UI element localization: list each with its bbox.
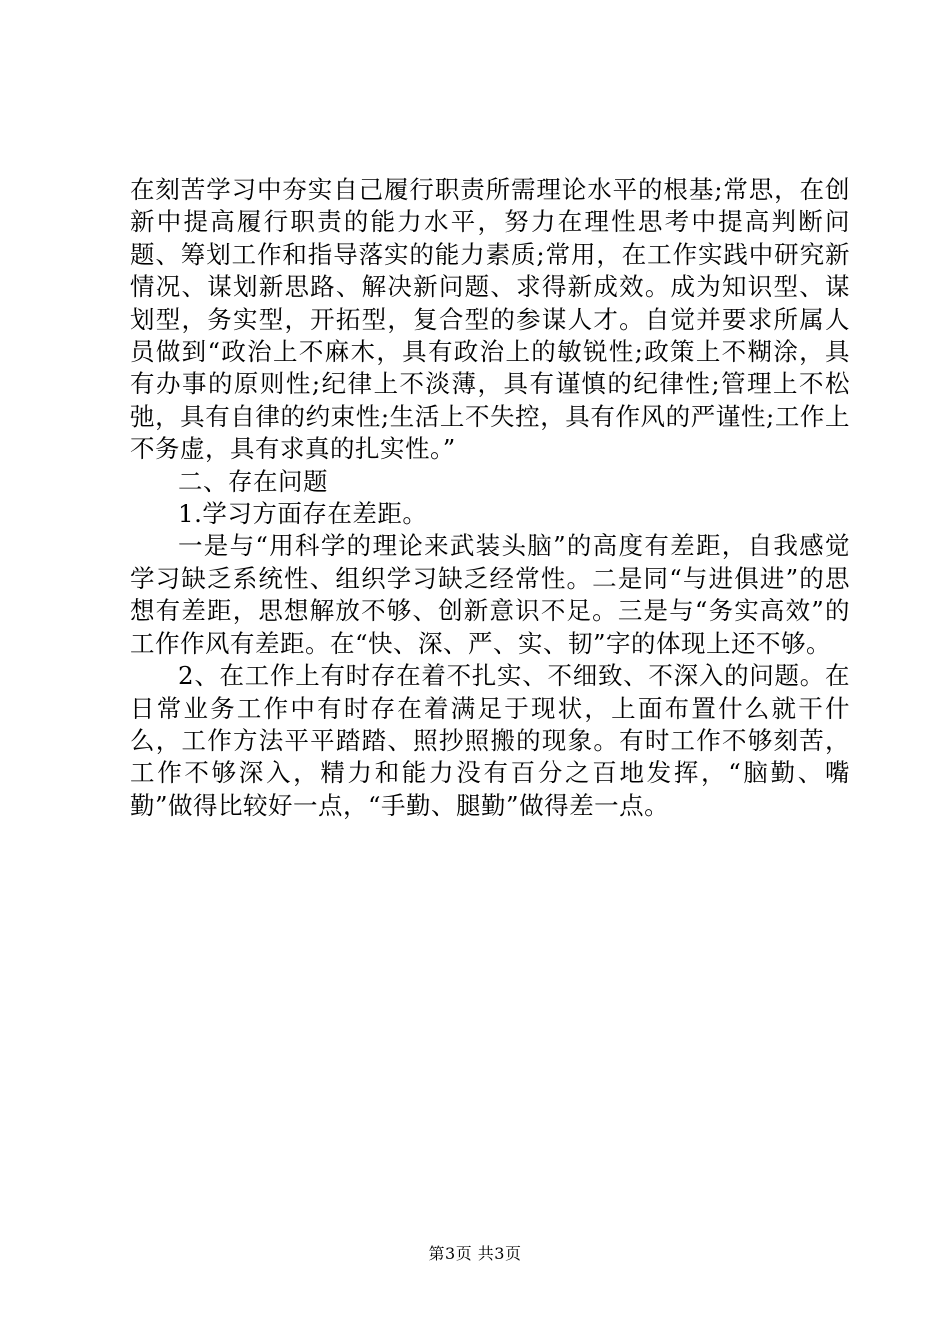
section-heading: 二、存在问题 [178,466,328,496]
body-paragraph: 一是与“用科学的理论来武装头脑”的高度有差距，自我感觉学习缺乏系统性、组织学习缺乏经常性。二是同“与进俱进”的思想有差距，思想解放不够、创新意识不足。三是与“务实高效”的工作作风有差距。在“快、深、严、实、韧”字的体现上还不够。 [130,531,850,658]
document-body [130,174,850,822]
body-paragraph: 2、在工作上有时存在着不扎实、不细致、不深入的问题。在日常业务工作中有时存在着满足于现状，上面布置什么就干什么，工作方法平平踏踏、照抄照搬的现象。有时工作不够刻苦，工作不够深入，精力和能力没有百分之百地发挥，“脑勤、嘴勤”做得比较好一点，“手勤、腿勤”做得差一点。 [130,661,850,820]
body-paragraph: 在刻苦学习中夯实自己履行职责所需理论水平的根基;常思，在创新中提高履行职责的能力水平，努力在理性思考中提高判断问题、筹划工作和指导落实的能力素质;常用，在工作实践中研究新情况、谋划新思路、解决新问题、求得新成效。成为知识型、谋划型，务实型，开拓型，复合型的参谋人才。自觉并要求所属人员做到“政治上不麻木，具有政治上的敏锐性;政策上不糊涂，具有办事的原则性;纪律上不淡薄，具有谨慎的纪律性;管理上不松弛，具有自律的约束性;生活上不失控，具有作风的严谨性;工作上不务虚，具有求真的扎实性。” [130,175,850,464]
subsection-heading: 1.学习方面存在差距。 [178,499,428,529]
page-footer: 第3页 共3页 [428,1244,522,1263]
